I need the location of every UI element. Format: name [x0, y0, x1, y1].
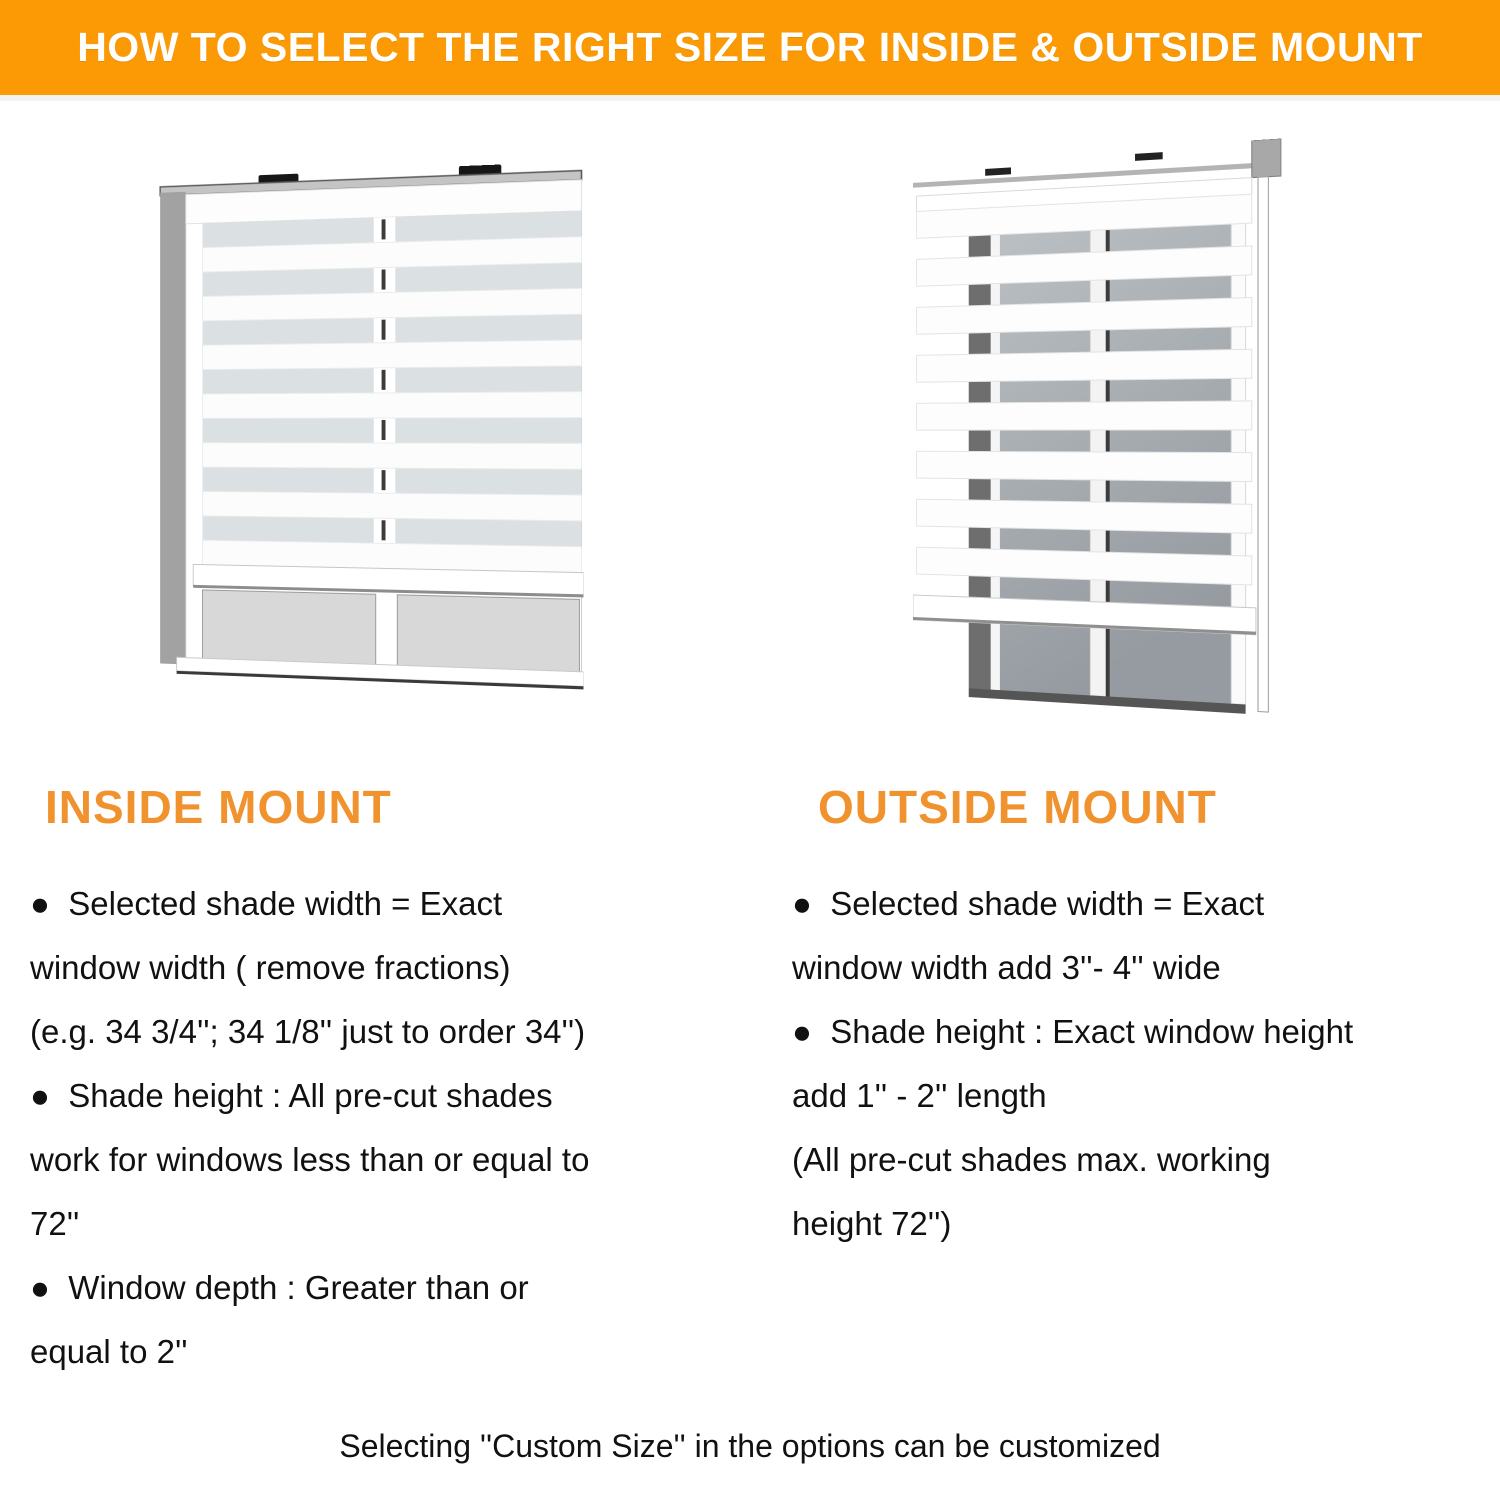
- bullet-line: ● Window depth : Greater than or: [30, 1269, 529, 1306]
- bullet-line: (e.g. 34 3/4''; 34 1/8'' just to order 34''): [30, 1013, 586, 1050]
- title-banner: [0, 0, 1500, 101]
- custom-size-note: Selecting ''Custom Size'' in the options can be customized: [339, 1428, 1161, 1464]
- bullet-line: window width add 3''- 4'' wide: [792, 949, 1221, 986]
- outside-mount-illustration: [898, 150, 1302, 740]
- bullet-line: ● Selected shade width = Exact: [30, 885, 503, 922]
- bullet-line: ● Selected shade width = Exact: [792, 885, 1265, 922]
- outside-mount-heading: OUTSIDE MOUNT: [818, 781, 1217, 833]
- bullet-line: ● Shade height : Exact window height: [792, 1013, 1354, 1050]
- bullet-line: (All pre-cut shades max. working: [792, 1141, 1271, 1178]
- inside-mount-window-drawing: [158, 161, 583, 697]
- bullet-line: equal to 2'': [30, 1333, 188, 1370]
- zebra-shade: [193, 211, 583, 598]
- bullet-line: add 1'' - 2'' length: [792, 1077, 1047, 1114]
- bullet-line: height 72''): [792, 1205, 952, 1242]
- page-title: HOW TO SELECT THE RIGHT SIZE FOR INSIDE & OUTSIDE MOUNT: [77, 24, 1423, 70]
- outside-mount-instructions: [792, 872, 1500, 1256]
- bullet-line: window width ( remove fractions): [30, 949, 511, 986]
- bullet-line: ● Shade height : All pre-cut shades: [30, 1077, 553, 1114]
- bullet-line: 72'': [30, 1205, 80, 1242]
- inside-mount-instructions: [30, 872, 750, 1384]
- bullet-line: work for windows less than or equal to: [30, 1141, 590, 1178]
- inside-mount-illustration: [146, 170, 582, 710]
- inside-mount-heading: INSIDE MOUNT: [45, 781, 392, 833]
- inside-mount-perspective-wrapper: [158, 161, 583, 702]
- outside-mount-window-drawing: [913, 137, 1304, 725]
- outside-mount-perspective-wrapper: [913, 137, 1304, 730]
